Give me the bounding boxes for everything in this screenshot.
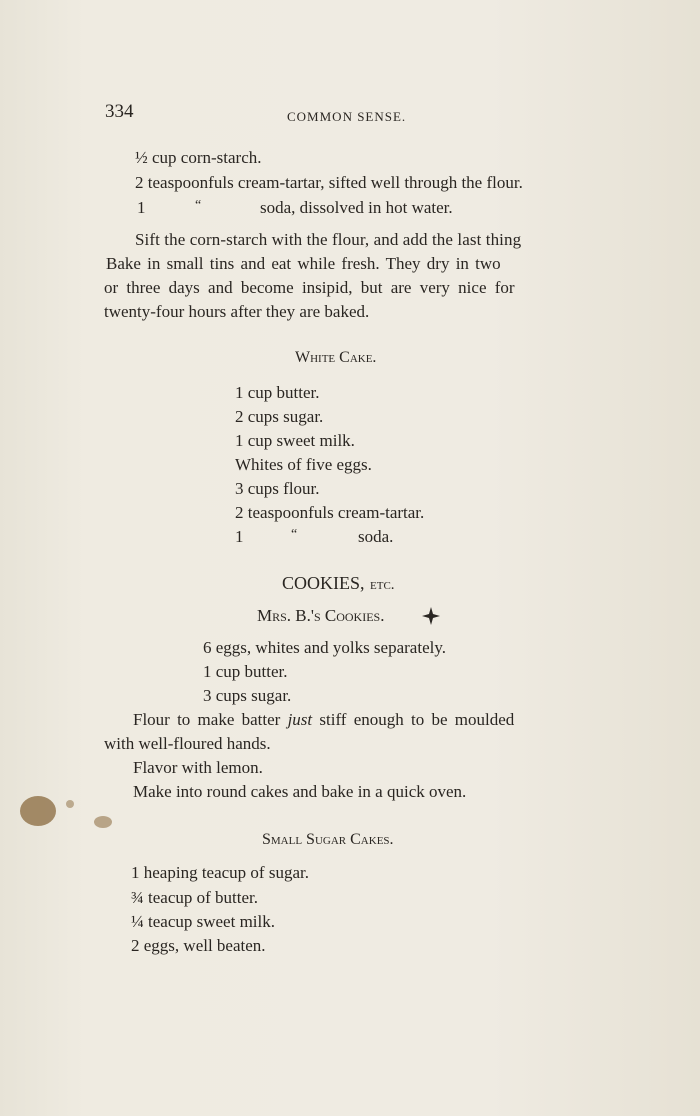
ditto-mark: “	[291, 527, 298, 542]
ingredient-line: ½ cup corn-starch.	[135, 148, 262, 167]
paper-stain	[94, 816, 112, 828]
direction-text: stiff enough to be moulded	[319, 710, 515, 729]
paper-stain	[66, 800, 74, 808]
ditto-mark: “	[195, 198, 202, 213]
section-title-cookies: COOKIES,	[282, 573, 365, 593]
ingredient-line: ¾ teacup of butter.	[131, 888, 258, 907]
paragraph-line: Sift the corn-starch with the flour, and add the last thing	[135, 230, 522, 249]
ingredient-line: 2 cups sugar.	[235, 407, 324, 426]
ingredient-line: 2 teaspoonfuls cream-tartar, sifted well through the flour.	[135, 173, 523, 192]
ingredient-line: 1 cup sweet milk.	[235, 431, 355, 450]
ingredient-line: 3 cups flour.	[235, 479, 320, 498]
ingredient-line: Whites of five eggs.	[235, 455, 372, 474]
running-title: COMMON SENSE.	[287, 109, 407, 124]
ingredient-line: 6 eggs, whites and yolks separately.	[203, 638, 446, 657]
ingredient-line: 1 cup butter.	[203, 662, 288, 681]
direction-line	[133, 710, 514, 730]
paper-stain	[20, 796, 56, 826]
recipe-title-white-cake: White Cake.	[295, 349, 377, 366]
ingredient-line: 1	[235, 527, 244, 546]
page-number: 334	[105, 101, 134, 122]
ingredient-line: ¼ teacup sweet milk.	[131, 912, 275, 931]
direction-line: with well-floured hands.	[104, 734, 271, 753]
printer-cross-ornament-icon	[421, 606, 441, 626]
direction-text: Flour to make batter	[133, 710, 281, 729]
paragraph-line: Bake in small tins and eat while fresh. They dry in two	[106, 254, 501, 273]
ingredient-line: soda.	[358, 527, 394, 546]
recipe-title-mrs-b-cookies: Mrs. B.'s Cookies.	[257, 606, 385, 625]
section-title-suffix: etc.	[370, 577, 395, 593]
ingredient-line: 1 heaping teacup of sugar.	[131, 863, 309, 882]
direction-emphasis: just	[287, 710, 313, 729]
ingredient-line: 1 cup butter.	[235, 383, 320, 402]
ingredient-line: 2 eggs, well beaten.	[131, 936, 266, 955]
direction-line: Flavor with lemon.	[133, 758, 263, 777]
ingredient-line: 1	[137, 198, 146, 217]
ingredient-line: soda, dissolved in hot water.	[260, 198, 453, 217]
ingredient-line: 2 teaspoonfuls cream-tartar.	[235, 503, 425, 522]
recipe-title-small-sugar-cakes: Small Sugar Cakes.	[262, 831, 394, 848]
direction-line: Make into round cakes and bake in a quick oven.	[133, 782, 467, 801]
ingredient-line: 3 cups sugar.	[203, 686, 292, 705]
paragraph-line: or three days and become insipid, but are very nice for	[104, 278, 515, 297]
paragraph-line: twenty-four hours after they are baked.	[104, 302, 370, 321]
